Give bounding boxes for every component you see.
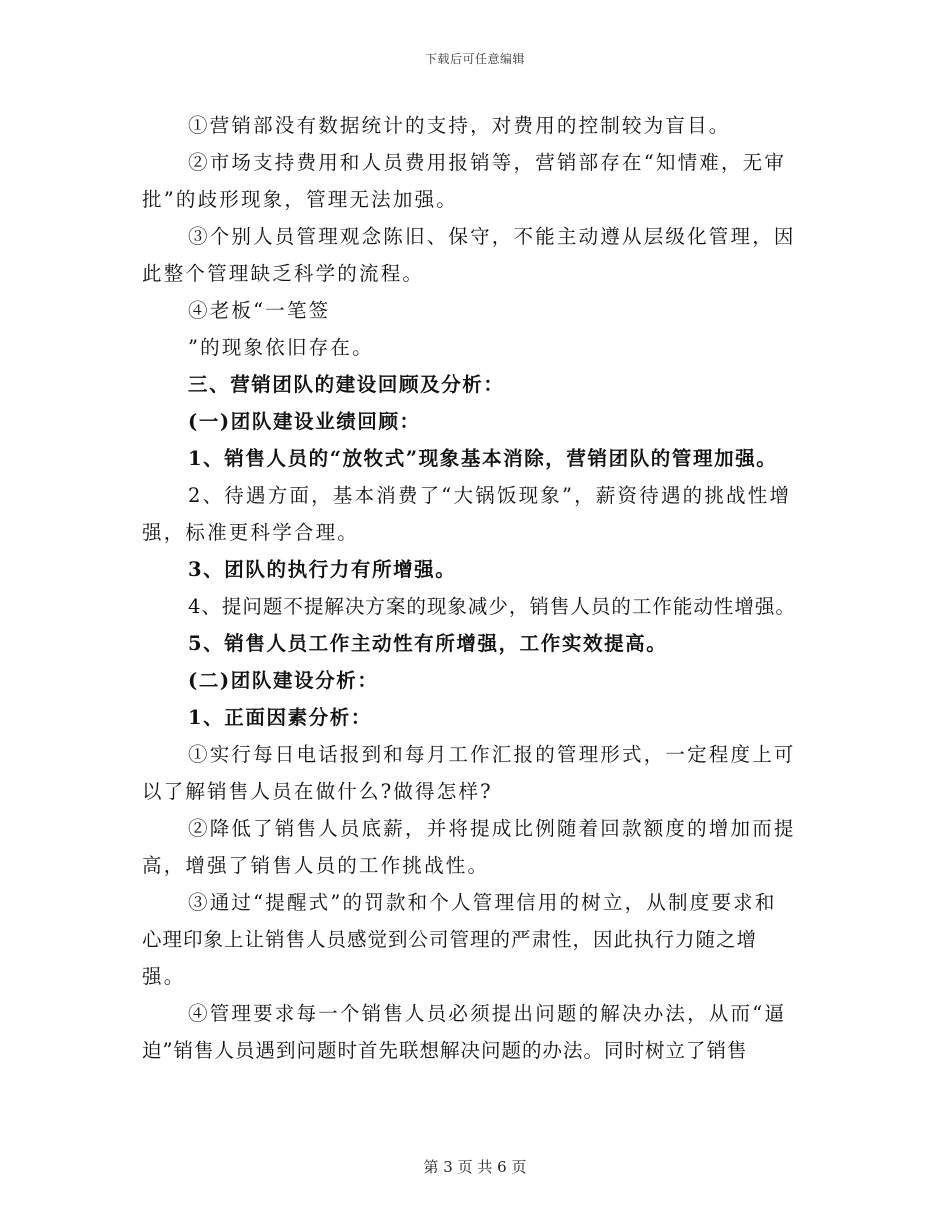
paragraph-line: ②市场支持费用和人员费用报销等，营销部存在“知情难，无审 <box>188 151 787 174</box>
paragraph-line: 强。 <box>142 965 186 988</box>
paragraph-line: 此整个管理缺乏科学的流程。 <box>142 262 425 285</box>
paragraph-line: ”的现象依旧存在。 <box>188 336 374 359</box>
paragraph-line: 高，增强了销售人员的工作挑战性。 <box>142 854 490 877</box>
paragraph-line: ①营销部没有数据统计的支持，对费用的控制较为盲目。 <box>188 114 731 137</box>
section-heading-line: 三、营销团队的建设回顾及分析： <box>188 373 505 396</box>
paragraph-line: ③通过“提醒式”的罚款和个人管理信用的树立，从制度要求和 <box>188 891 777 914</box>
paragraph-line: 迫”销售人员遇到问题时首先联想解决问题的办法。同时树立了销售 <box>142 1039 748 1062</box>
paragraph-line: 心理印象上让销售人员感觉到公司管理的严肃性，因此执行力随之增 <box>142 928 758 951</box>
section-heading-line: 3、团队的执行力有所增强。 <box>188 558 457 581</box>
paragraph-line: 2、待遇方面，基本消费了“大锅饭现象”，薪资待遇的挑战性增 <box>188 484 792 507</box>
section-heading-line: 5、销售人员工作主动性有所增强，工作实效提高。 <box>188 632 668 655</box>
paragraph-line: ④管理要求每一个销售人员必须提出问题的解决办法，从而“逼 <box>188 1002 787 1025</box>
section-heading-line: 1、正面因素分析： <box>188 706 372 729</box>
section-heading-line: 1、销售人员的“放牧式”现象基本消除，营销团队的管理加强。 <box>188 447 778 470</box>
document-body <box>142 107 822 1069</box>
page-header: 下载后可任意编辑 <box>424 52 525 66</box>
section-heading-line: (二)团队建设分析： <box>188 669 379 692</box>
section-heading-line: (一)团队建设业绩回顾： <box>188 410 421 433</box>
paragraph-line: ①实行每日电话报到和每月工作汇报的管理形式，一定程度上可 <box>188 743 796 766</box>
page-footer: 第 3 页 共 6 页 <box>423 1158 527 1176</box>
paragraph-line: 以了解销售人员在做什么?做得怎样? <box>142 780 493 803</box>
paragraph-line: 批”的歧形现象，管理无法加强。 <box>142 188 458 211</box>
paragraph-line: ③个别人员管理观念陈旧、保守，不能主动遵从层级化管理，因 <box>188 225 796 248</box>
paragraph-line: 4、提问题不提解决方案的现象减少，销售人员的工作能动性增强。 <box>188 595 796 618</box>
paragraph-line: ④老板“一笔签 <box>188 299 331 322</box>
paragraph-line: 强，标准更科学合理。 <box>142 521 360 544</box>
paragraph-line: ②降低了销售人员底薪，并将提成比例随着回款额度的增加而提 <box>188 817 796 840</box>
